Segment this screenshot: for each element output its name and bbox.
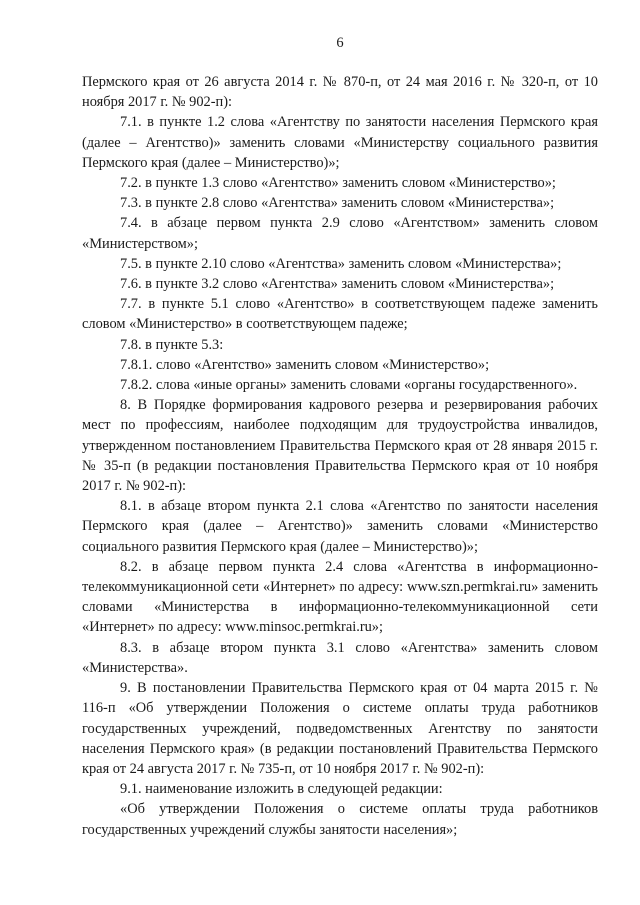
paragraph-item-7-6: 7.6. в пункте 3.2 слово «Агентства» заменить словом «Министерства»; <box>120 276 555 293</box>
paragraph-item-7-3: 7.3. в пункте 2.8 слово «Агентства» заменить словом «Министерства»; <box>120 195 555 212</box>
document-body <box>82 72 598 840</box>
paragraph-item-7-2: 7.2. в пункте 1.3 слово «Агентство» заменить словом «Министерство»; <box>120 175 556 192</box>
paragraph-item-8: 8. В Порядке формирования кадрового резерва и резервирования рабочих мест по профессиям, наиболее подходящим для трудоустройства инвалидов, утвержденном постановлением Правительства Пермского края от 28 января 2015 г. № 35-п (в редакции постановления Правительства Пермского края от 10 ноября 2017 г. № 902-п): <box>82 397 598 495</box>
paragraph-item-7-8-1: 7.8.1. слово «Агентство» заменить словом «Министерство»; <box>120 356 490 373</box>
paragraph-item-7-1: 7.1. в пункте 1.2 слова «Агентству по занятости населения Пермского края (далее – Агентство)» заменить словами «Министерству социального развития Пермского края (далее – Министерство)»; <box>82 114 598 171</box>
page-number: 6 <box>336 35 344 51</box>
paragraph-item-7-7: 7.7. в пункте 5.1 слово «Агентство» в соответствующем падеже заменить словом «Министерство» в соответствующем падеже; <box>82 296 598 333</box>
paragraph-item-9-1: 9.1. наименование изложить в следующей редакции: <box>120 781 443 798</box>
paragraph-item-8-3: 8.3. в абзаце втором пункта 3.1 слово «Агентства» заменить словом «Министерства». <box>82 639 598 676</box>
paragraph-item-7-8: 7.8. в пункте 5.3: <box>120 336 224 353</box>
paragraph-item-7-8-2: 7.8.2. слова «иные органы» заменить словами «органы государственного». <box>120 377 578 394</box>
paragraph-item-8-2: 8.2. в абзаце первом пункта 2.4 слова «Агентства в информационно-телекоммуникационной сети «Интернет» по адресу: www.szn.permkrai.ru» заменить словами «Министерства в информационно-телекоммуникационной сети «Интернет» по адресу: www.minsoc.permkrai.ru»; <box>82 558 598 636</box>
paragraph-item-7-4: 7.4. в абзаце первом пункта 2.9 слово «Агентством» заменить словом «Министерством»; <box>82 215 598 252</box>
paragraph-item-8-1: 8.1. в абзаце втором пункта 2.1 слова «Агентство по занятости населения Пермского края (далее – Агентство)» заменить словами «Министерство социального развития Пермского края (далее – Министерство)»; <box>82 498 598 555</box>
paragraph-item-9: 9. В постановлении Правительства Пермского края от 04 марта 2015 г. № 116-п «Об утверждении Положения о системе оплаты труда работников государственных учреждений, подведомственных Агентству по занятости населения Пермского края» (в редакции постановлений Правительства Пермского края от 24 августа 2017 г. № 735-п, от 10 ноября 2017 г. № 902-п): <box>82 680 598 777</box>
paragraph-item-7-5: 7.5. в пункте 2.10 слово «Агентства» заменить словом «Министерства»; <box>120 255 562 272</box>
paragraph-continuation: Пермского края от 26 августа 2014 г. № 870-п, от 24 мая 2016 г. № 320-п, от 10 ноября 2017 г. № 902-п): <box>82 74 598 111</box>
paragraph-quoted-title: «Об утверждении Положения о системе оплаты труда работников государственных учреждений службы занятости населения»; <box>82 801 598 838</box>
